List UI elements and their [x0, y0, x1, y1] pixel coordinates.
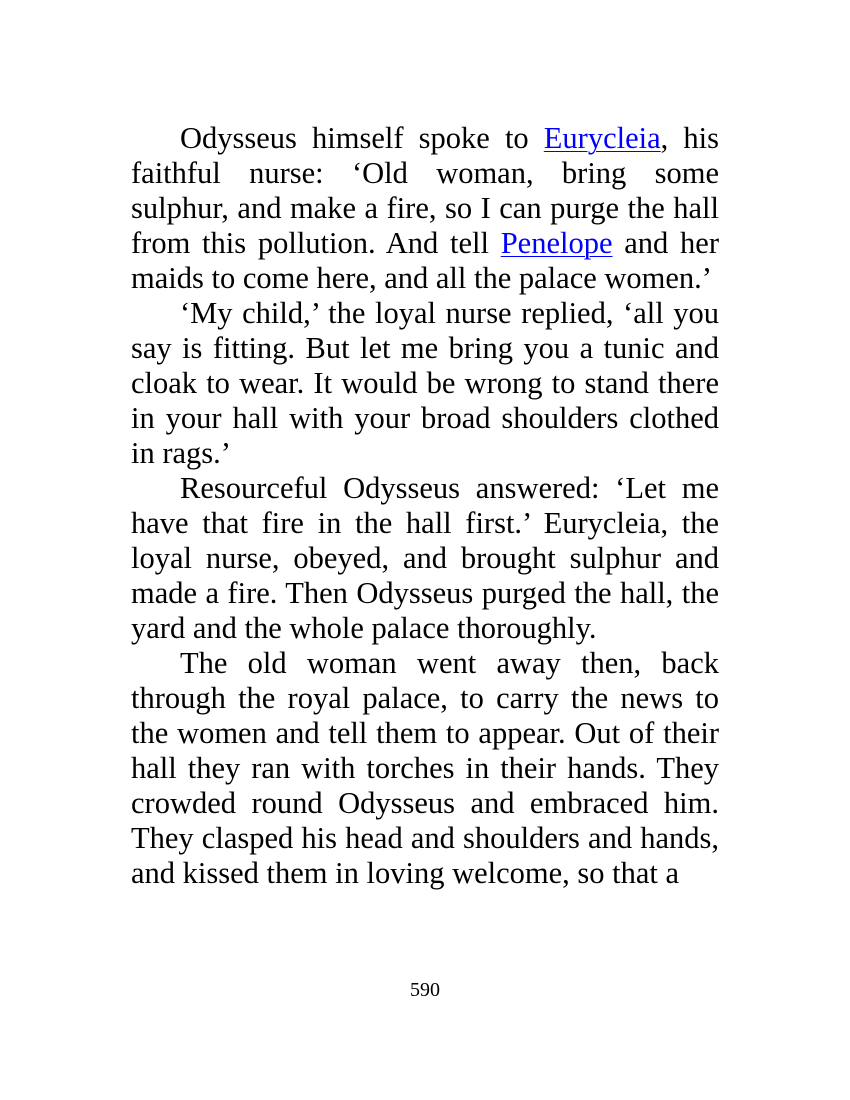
paragraph-text: , his faithful nurse: ‘Old woman, bring some sulphur, and make a fire, so I can purge the hall from this pollution. And tell: [131, 121, 719, 260]
page-number: 590: [410, 979, 440, 1001]
paragraph: [131, 121, 719, 296]
paragraph-text: Odysseus himself spoke to: [180, 121, 544, 155]
paragraph: Resourceful Odysseus answered: ‘Let me have that fire in the hall first.’ Eurycleia, the loyal nurse, obeyed, and brought sulphur and made a fire. Then Odysseus purged the hall, the yard and the whole palace thoroughly.: [131, 471, 719, 645]
eurycleia-link[interactable]: Eurycleia: [543, 121, 661, 155]
paragraph: The old woman went away then, back through the royal palace, to carry the news to the women and tell them to appear. Out of their hall they ran with torches in their hands. They crowded round Odysseus and embraced him. They clasped his head and shoulders and hands, and kissed them in loving welcome, so that a: [131, 646, 719, 890]
paragraph: ‘My child,’ the loyal nurse replied, ‘all you say is fitting. But let me bring you a tunic and cloak to wear. It would be wrong to stand there in your hall with your broad shoulders clothed in rags.’: [131, 296, 719, 470]
paragraph-text: and her maids to come here, and all the palace women.’: [131, 226, 720, 295]
page-body: [131, 121, 719, 891]
penelope-link[interactable]: Penelope: [500, 226, 613, 260]
